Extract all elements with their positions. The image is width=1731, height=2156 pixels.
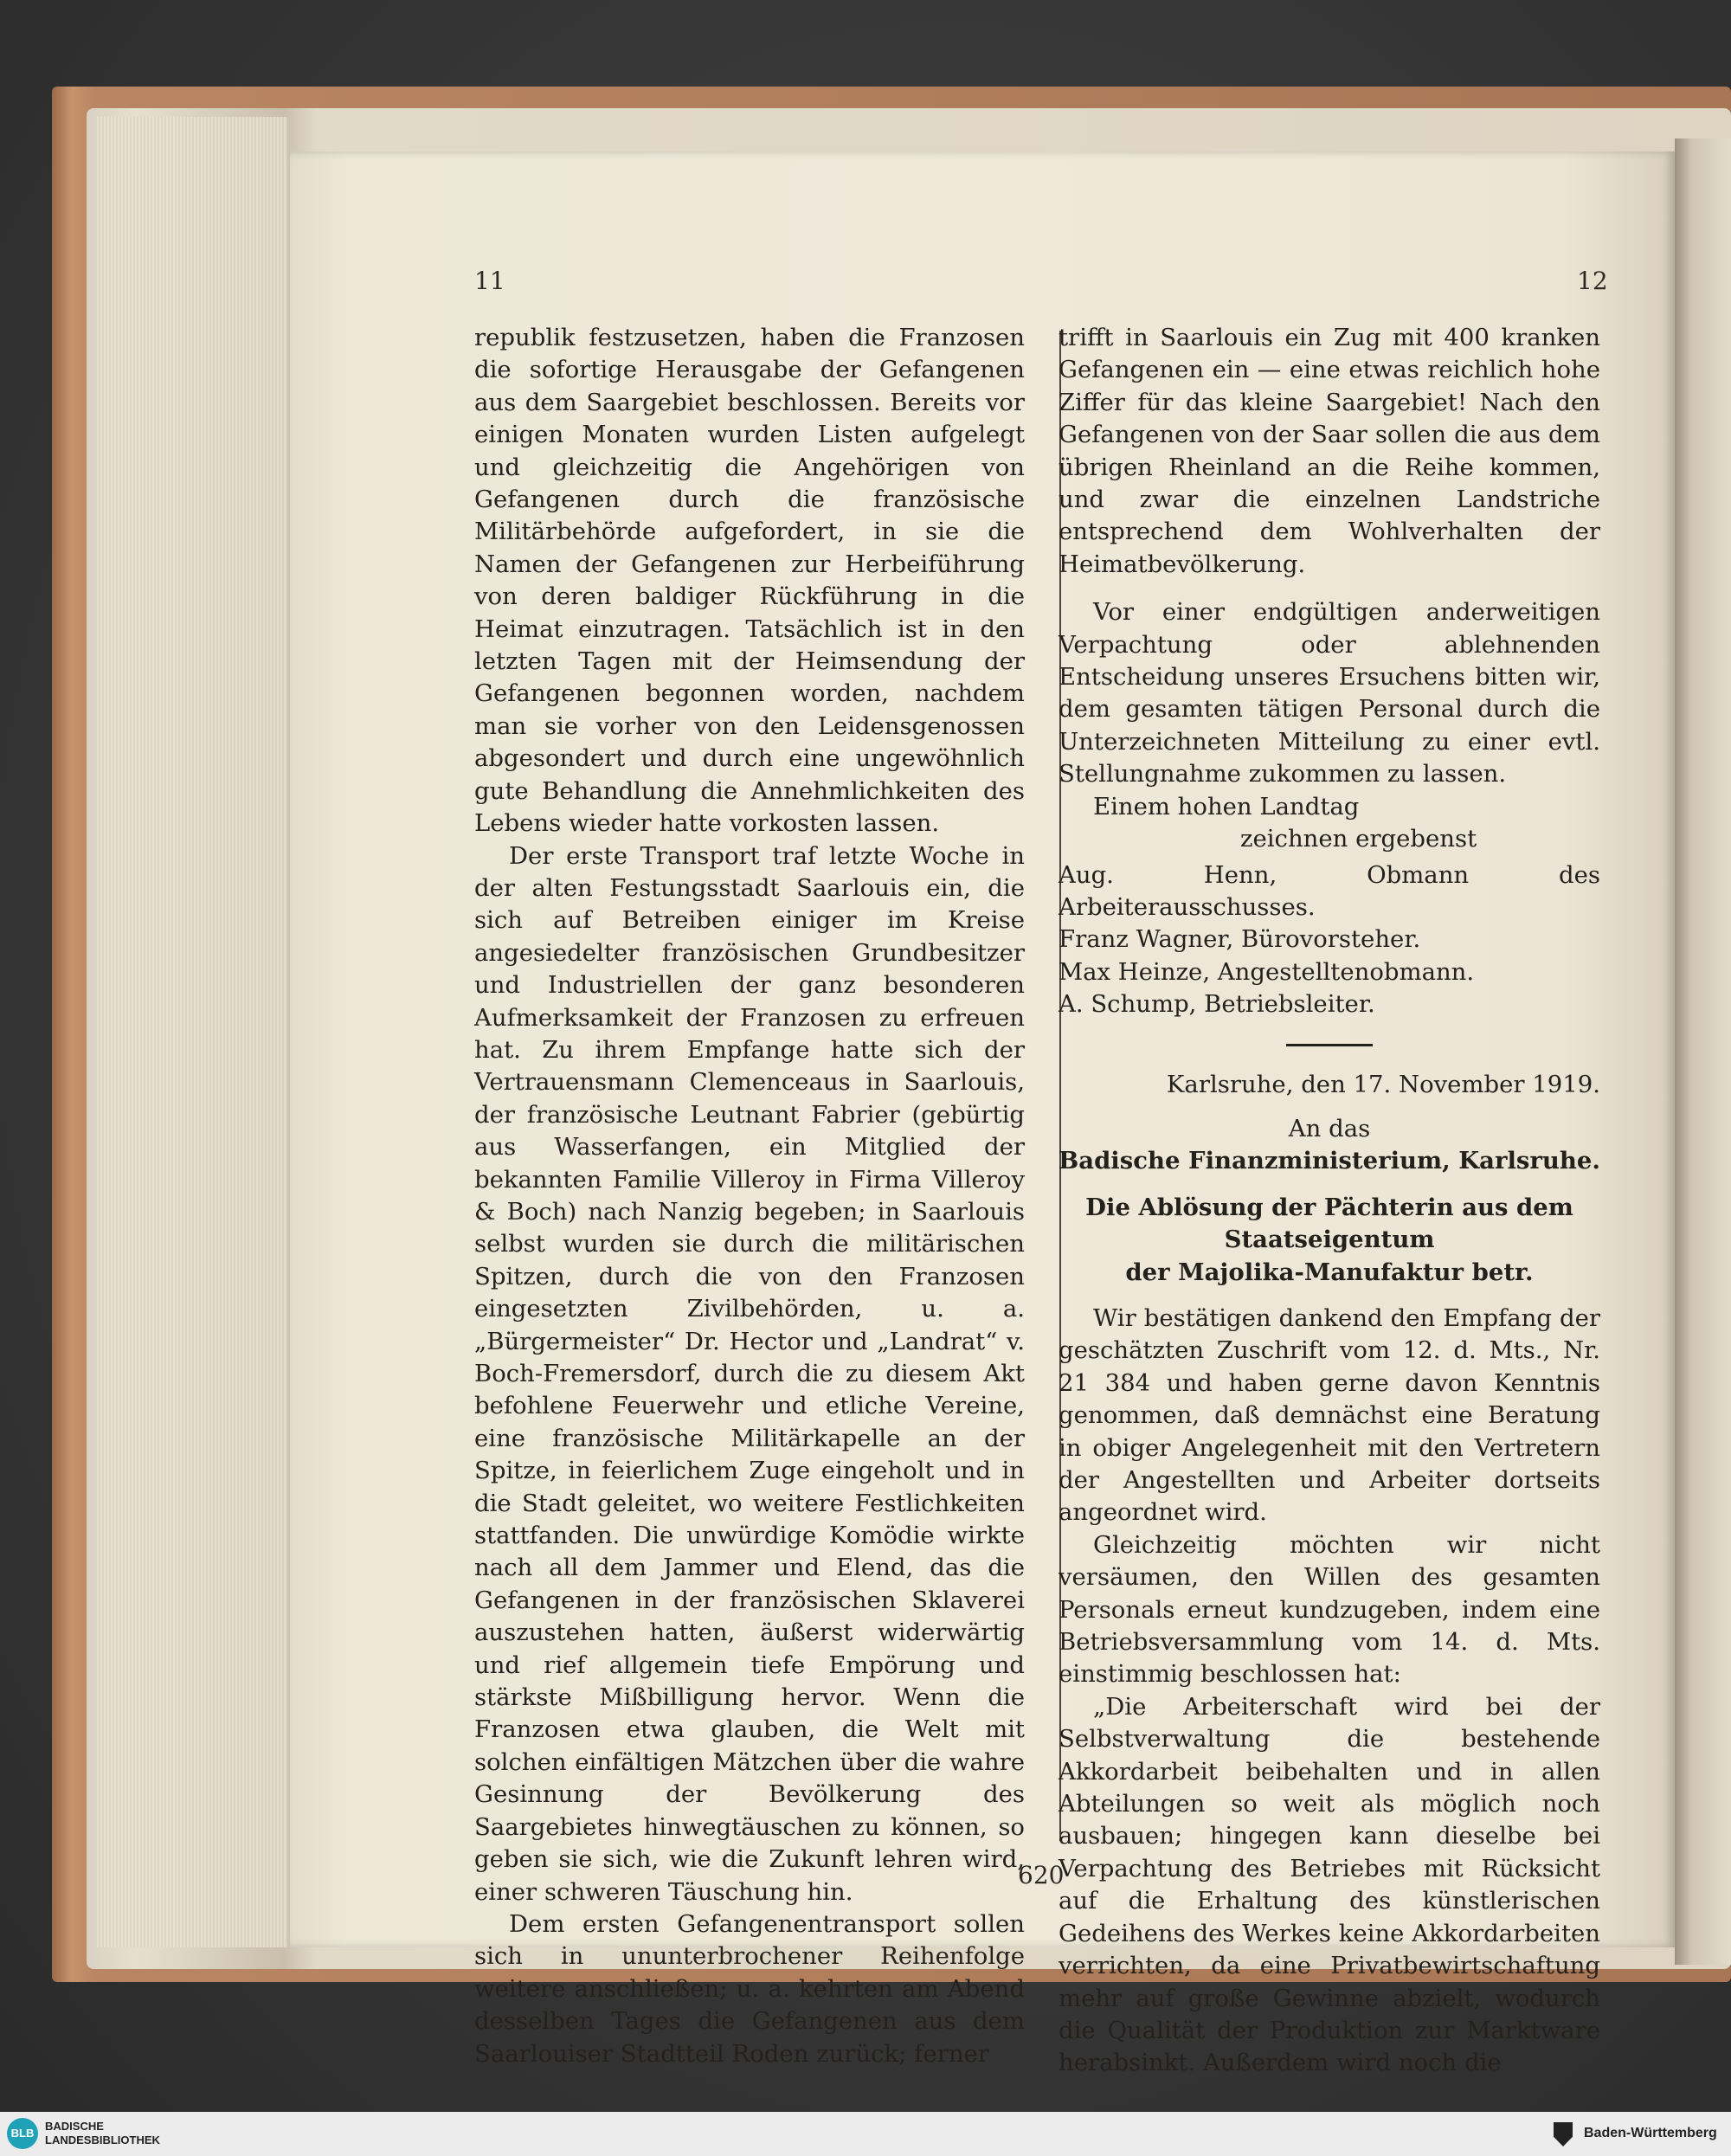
right-column xyxy=(1059,322,1600,2080)
section-rule xyxy=(1286,1044,1373,1046)
library-name-line-1: BADISCHE xyxy=(45,2120,104,2133)
library-name-line-2: LANDESBIBLIOTHEK xyxy=(45,2133,160,2146)
left-paragraph: Der erste Transport traf letzte Woche in der alten Festungsstadt Saarlouis ein, die sich auf Betreiben einiger im Kreise angesiedelter französischen Grundbesitzer und Industriellen der ganz besonderen Aufmerksamkeit der Franzosen zu erfreuen hat. Zu ihrem Empfange hatte sich der Vertrauensmann Clemenceaus in Saarlouis, der französische Leutnant Fabrier (gebürtig aus Wasserfangen, ein Mitglied der bekannten Familie Villeroy in Firma Villeroy & Boch) nach Nanzig begeben; in Saarlouis selbst wurden sie durch die militärischen Spitzen, durch die von den Franzosen eingesetzten Zivilbehörden, u. a. „Bürgermeister“ Dr. Hector und „Landrat“ v. Boch-Fremersdorf, durch die zu diesem Akt befohlene Feuerwehr und etliche Vereine, eine französische Militärkapelle an der Spitze, in feierlichem Zuge eingeholt und in die Stadt geleitet, wo weitere Festlichkeiten stattfanden. Die unwürdige Komödie wirkte nach all dem Jammer und Elend, das die Gefangenen in der französischen Sklaverei auszustehen hatten, äußerst widerwärtig und rief allgemein tiefe Empörung und stärkste Mißbilligung hervor. Wenn die Franzosen etwa glauben, die Welt mit solchen einfältigen Mätzchen über die wahre Gesinnung der Bevölkerung des Saargebietes hinwegtäuschen zu können, so geben sie sich, wie die Zukunft lehren wird, einer schweren Täuschung hin. xyxy=(474,841,1025,1906)
page-number-bottom: 620 xyxy=(1018,1861,1065,1889)
facing-page-edge xyxy=(1675,138,1731,1965)
signature-line: Franz Wagner, Bürovorsteher. xyxy=(1059,925,1421,954)
left-column xyxy=(474,322,1025,2070)
letter-date: Karlsruhe, den 17. November 1919. xyxy=(1166,1070,1600,1098)
library-footer-bar xyxy=(0,2112,1731,2156)
baden-wuerttemberg-crest-icon xyxy=(1554,2122,1573,2146)
addressee-line-1: An das xyxy=(1288,1114,1371,1142)
salutation-line-1: Einem hohen Landtag xyxy=(1093,792,1360,821)
signature-line: A. Schump, Betriebsleiter. xyxy=(1059,990,1375,1019)
salutation-line-2: zeichnen ergebenst xyxy=(1240,825,1477,853)
library-name xyxy=(45,2120,160,2147)
baden-wuerttemberg-label: Baden-Württemberg xyxy=(1584,2126,1717,2140)
left-paragraph: Dem ersten Gefangenentransport sollen sich in ununterbrochener Reihenfolge weitere anschließen; u. a. kehrten am Abend desselben Tages die Gefangenen aus dem Saarlouiser Stadtteil Roden zurück; ferner xyxy=(474,1909,1025,2068)
page-number-left: 11 xyxy=(474,267,505,295)
signature-line: Max Heinze, Angestelltenobmann. xyxy=(1059,957,1475,986)
signature-line: Aug. Henn, Obmann des Arbeiterausschusses. xyxy=(1059,860,1600,921)
left-paragraph: republik festzusetzen, haben die Franzosen die sofortige Herausgabe der Gefangenen aus dem Saargebiet beschlossen. Bereits vor einigen Monaten wurden Listen aufgelegt und gleichzeitig die Angehörigen von Gefangenen durch die französische Militärbehörde aufgefordert, in sie die Namen der Gefangenen zur Herbeiführung von deren baldiger Rückführung in die Heimat einzutragen. Tatsächlich ist in den letzten Tagen mit der Heimsendung der Gefangenen begonnen worden, nachdem man sie vorher von den Leidensgenossen abgesondert und durch eine ungewöhnlich gute Behandlung die Annehmlichkeiten des Lebens wieder hatte vorkosten lassen. xyxy=(474,324,1025,838)
page-edges xyxy=(97,117,287,1947)
blb-logo-icon: BLB xyxy=(7,2118,38,2149)
right-request: Vor einer endgültigen anderweitigen Verpachtung oder ablehnenden Entscheidung unseres Ersuchens bitten wir, dem gesamten tätigen Personal durch die Unterzeichneten Mitteilung zu einer evtl. Stellungnahme zukommen zu lassen. xyxy=(1059,598,1600,788)
right-continuation: trifft in Saarlouis ein Zug mit 400 kranken Gefangenen ein — eine etwas reichlich hohe Ziffer für das kleine Saargebiet! Nach den Gefangenen von der Saar sollen die aus dem übrigen Rheinland an die Reihe kommen, und zwar die einzelnen Landstriche entsprechend dem Wohlverhalten der Heimatbevölkerung. xyxy=(1059,324,1600,578)
letter-paragraph: „Die Arbeiterschaft wird bei der Selbstverwaltung die bestehende Akkordarbeit beibehalten und in allen Abteilungen so weit als möglich noch ausbauen; hingegen kann dieselbe bei Verpachtung des Betriebes mit Rücksicht auf die Erhaltung des künstlerischen Gedeihens des Werkes keine Akkordarbeiten verrichten, da eine Privatbewirtschaftung mehr auf große Gewinne abzielt, wodurch die Qualität der Produktion zur Marktware herabsinkt. Außerdem wird noch die xyxy=(1059,1692,1600,2077)
subject-line-1: Die Ablösung der Pächterin aus dem Staatseigentum xyxy=(1085,1193,1573,1254)
letter-paragraph: Wir bestätigen dankend den Empfang der geschätzten Zuschrift vom 12. d. Mts., Nr. 21 384 und haben gerne davon Kenntnis genommen, daß demnächst eine Beratung in obiger Angelegenheit mit den Vertretern der Angestellten und Arbeiter dortseits angeordnet wird. xyxy=(1059,1303,1600,1527)
addressee-line-2: Badische Finanzministerium, Karlsruhe. xyxy=(1059,1147,1600,1175)
subject-line-2: der Majolika-Manufaktur betr. xyxy=(1125,1258,1534,1286)
page-number-right: 12 xyxy=(1577,267,1608,295)
letter-paragraph: Gleichzeitig möchten wir nicht versäumen, den Willen des gesamten Personals erneut kundzugeben, indem eine Betriebsversammlung vom 14. d. Mts. einstimmig beschlossen hat: xyxy=(1059,1530,1600,1689)
